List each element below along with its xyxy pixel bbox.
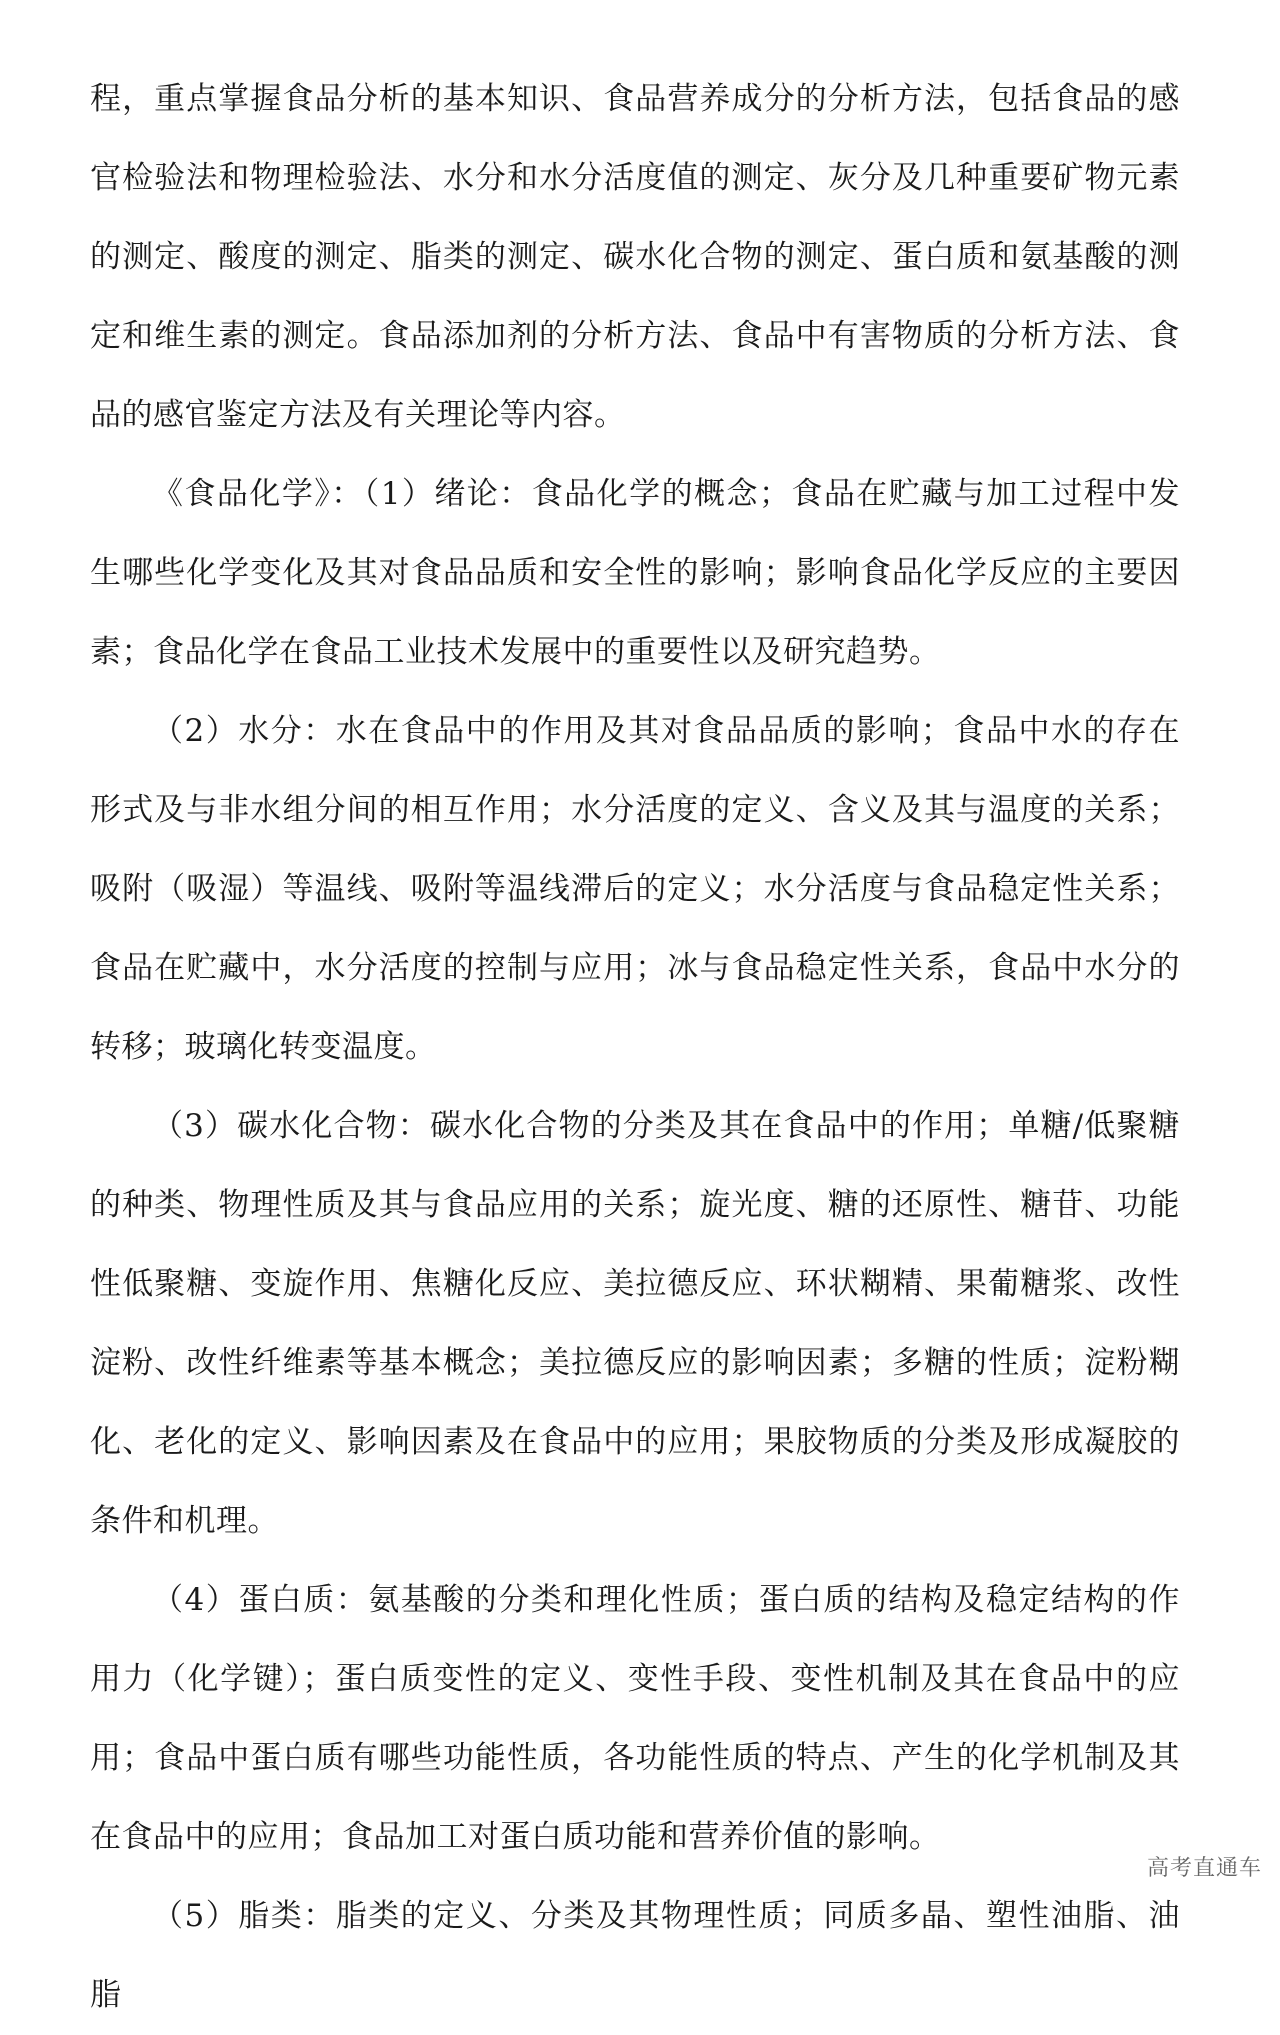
paragraph-lipids: （5）脂类：脂类的定义、分类及其物理性质；同质多晶、塑性油脂、油脂 <box>90 1898 1180 2013</box>
paragraph-water: （2）水分：水在食品中的作用及其对食品品质的影响；食品中水的存在形式及与非水组分间的相互作用；水分活度的定义、含义及其与温度的关系；吸附（吸湿）等温线、吸附等温线滞后的定义；水分活度与食品稳定性关系；食品在贮藏中，水分活度的控制与应用；冰与食品稳定性关系，食品中水分的转移；玻璃化转变温度。 <box>90 713 1180 1065</box>
paragraph-continuation: 程，重点掌握食品分析的基本知识、食品营养成分的分析方法，包括食品的感官检验法和物理检验法、水分和水分活度值的测定、灰分及几种重要矿物元素的测定、酸度的测定、脂类的测定、碳水化合物的测定、蛋白质和氨基酸的测定和维生素的测定。食品添加剂的分析方法、食品中有害物质的分析方法、食品的感官鉴定方法及有关理论等内容。 <box>90 81 1180 433</box>
document-page <box>90 60 1180 2035</box>
paragraph-food-chemistry-intro: 《食品化学》：（1）绪论：食品化学的概念；食品在贮藏与加工过程中发生哪些化学变化及其对食品品质和安全性的影响；影响食品化学反应的主要因素；食品化学在食品工业技术发展中的重要性以及研究趋势。 <box>90 476 1180 670</box>
watermark: 高考直通车 <box>1146 1856 1262 1881</box>
paragraph-proteins: （4）蛋白质：氨基酸的分类和理化性质；蛋白质的结构及稳定结构的作用力（化学键）；蛋白质变性的定义、变性手段、变性机制及其在食品中的应用；食品中蛋白质有哪些功能性质，各功能性质的特点、产生的化学机制及其在食品中的应用；食品加工对蛋白质功能和营养价值的影响。 <box>90 1582 1180 1855</box>
paragraph-carbohydrates: （3）碳水化合物：碳水化合物的分类及其在食品中的作用；单糖/低聚糖的种类、物理性质及其与食品应用的关系；旋光度、糖的还原性、糖苷、功能性低聚糖、变旋作用、焦糖化反应、美拉德反应、环状糊精、果葡糖浆、改性淀粉、改性纤维素等基本概念；美拉德反应的影响因素；多糖的性质；淀粉糊化、老化的定义、影响因素及在食品中的应用；果胶物质的分类及形成凝胶的条件和机理。 <box>90 1108 1180 1539</box>
